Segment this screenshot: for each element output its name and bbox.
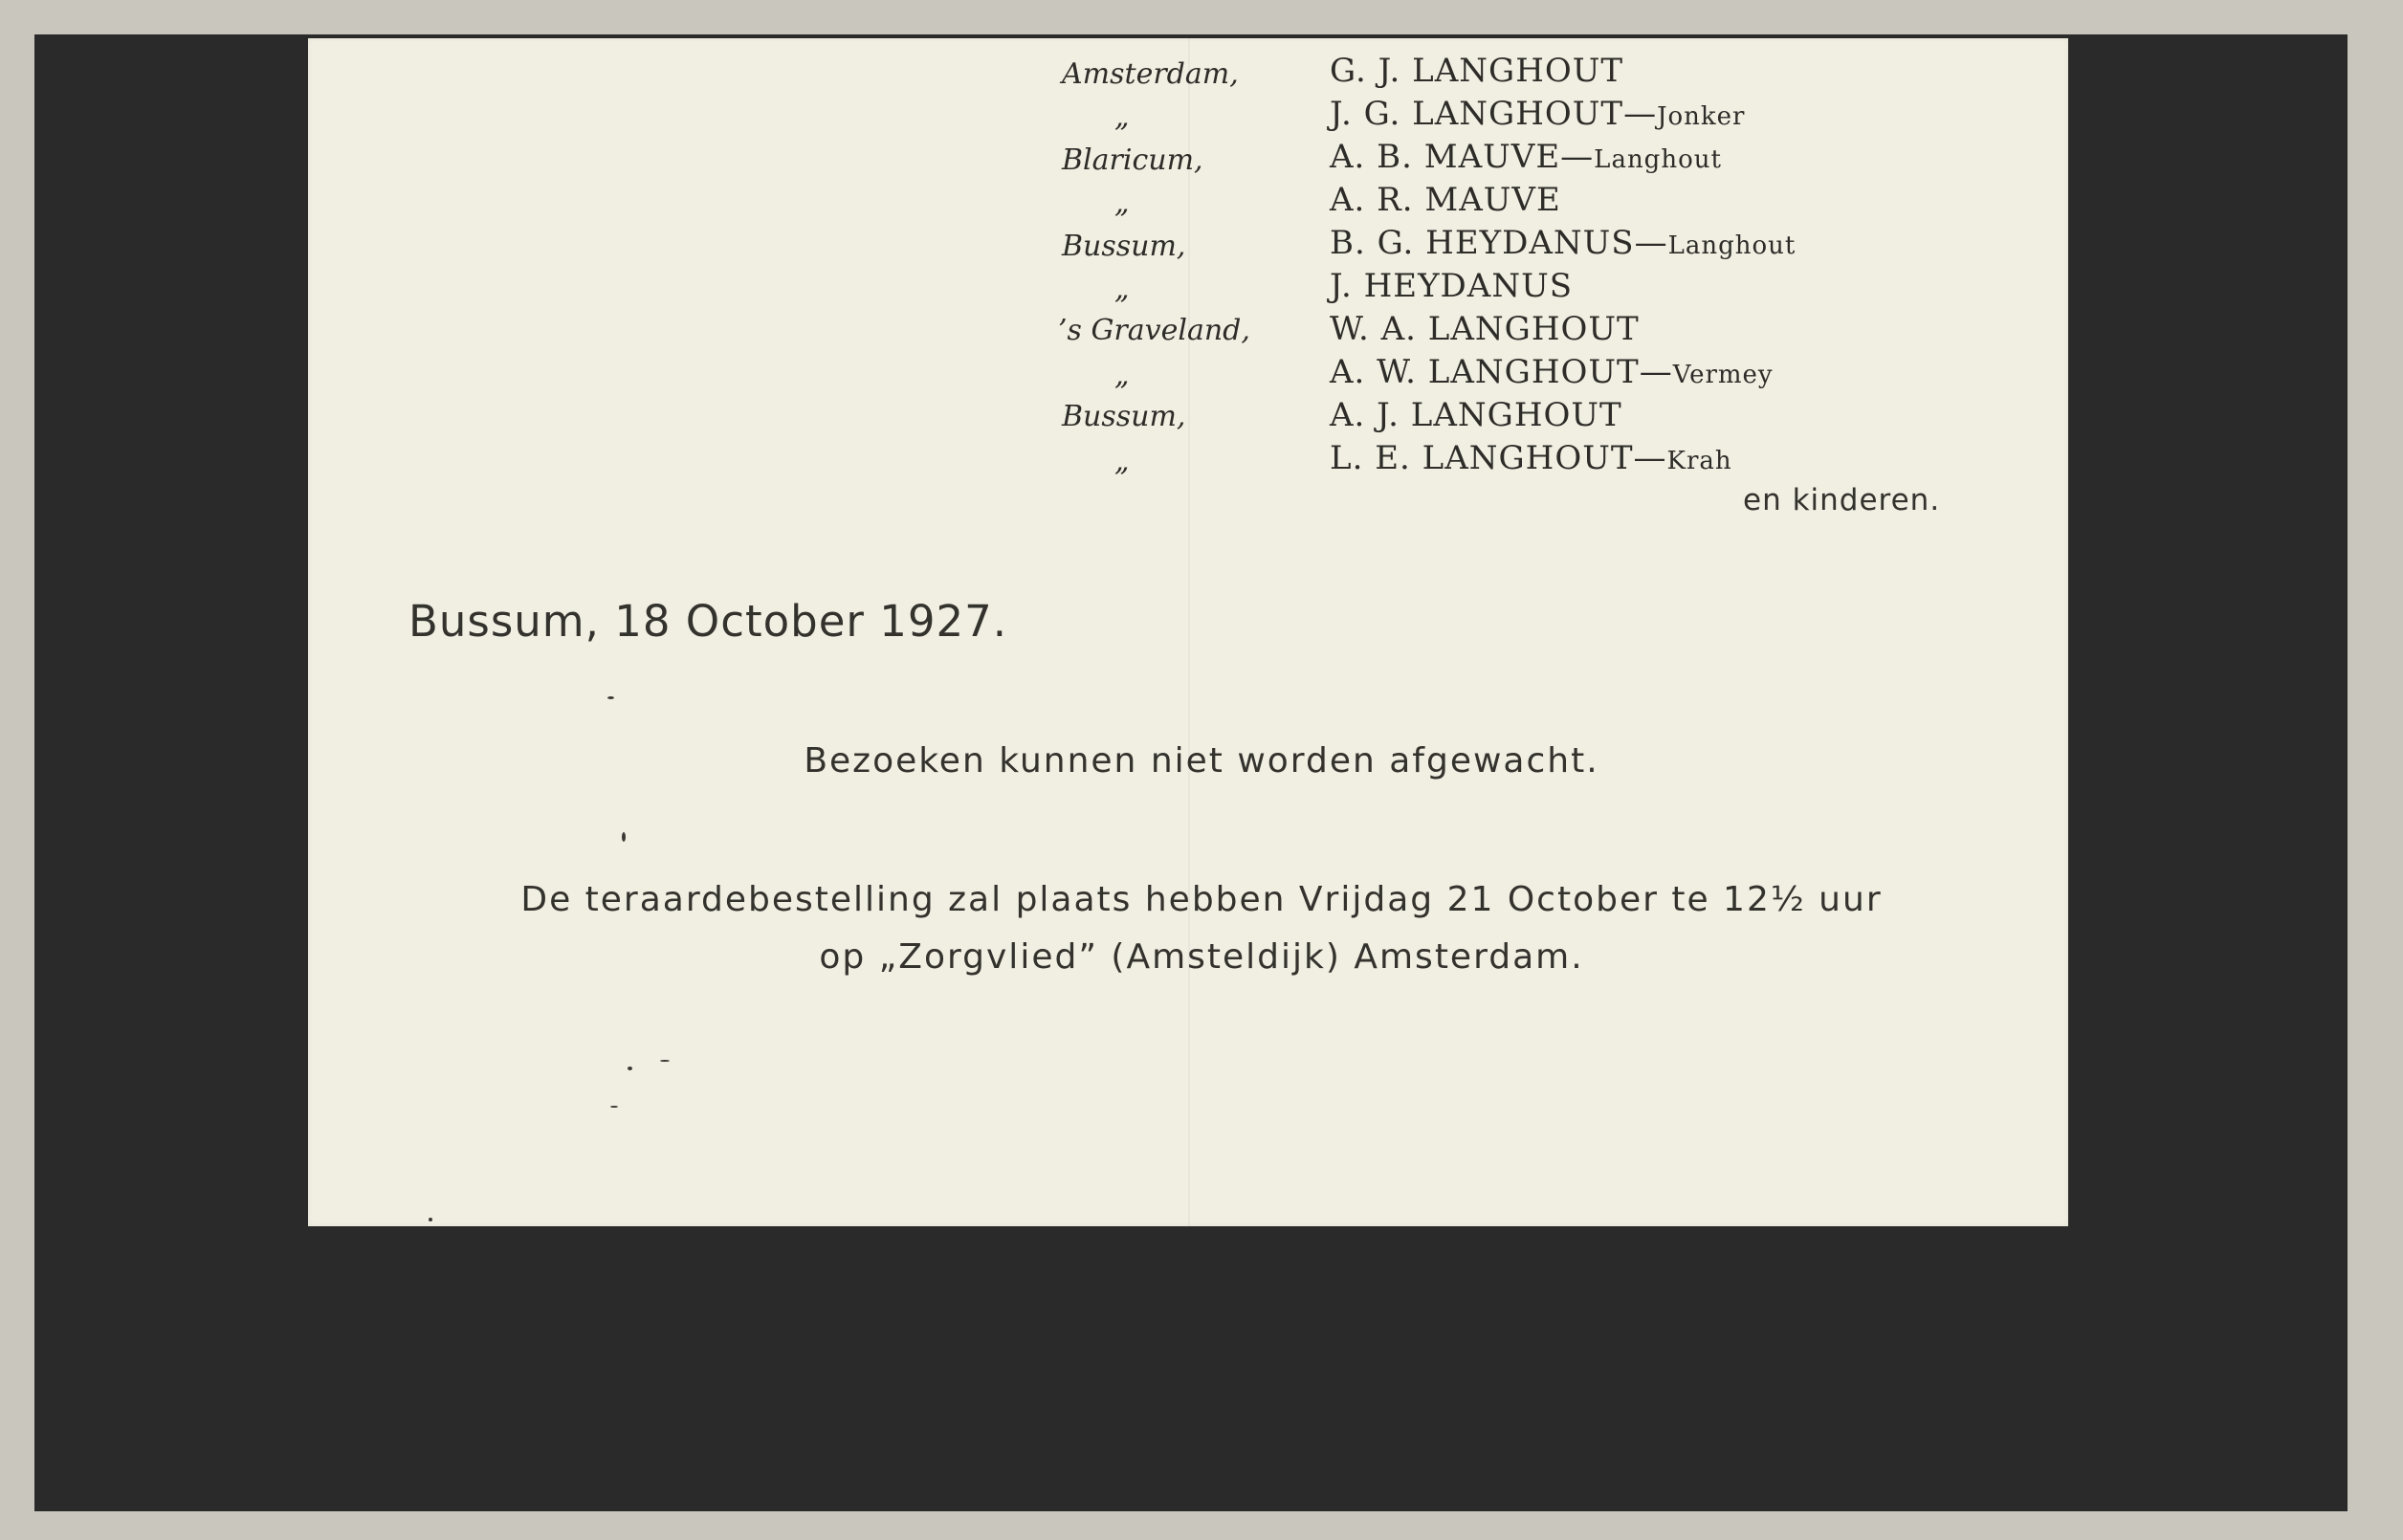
paper-speck bbox=[429, 1218, 432, 1221]
signatory-place-ditto: „ bbox=[1114, 100, 1130, 134]
card-fold-line bbox=[1188, 38, 1190, 1226]
visits-note: Bezoeken kunnen niet worden afgewacht. bbox=[804, 741, 1599, 781]
signatory-place: ’s Graveland, bbox=[1058, 314, 1250, 347]
paper-speck bbox=[622, 832, 626, 842]
signatory-place: Bussum, bbox=[1062, 400, 1186, 433]
signatory-name-text: W. A. LANGHOUT bbox=[1330, 310, 1640, 348]
signatory-name: L. E. LANGHOUT—Krah bbox=[1330, 439, 1732, 477]
signatory-name-text: A. R. MAUVE bbox=[1330, 181, 1561, 219]
paper-speck bbox=[660, 1060, 670, 1062]
signatory-name bbox=[1330, 394, 1622, 437]
signatory-place-ditto: „ bbox=[1114, 273, 1130, 306]
signatory-place: Bussum, bbox=[1062, 230, 1186, 263]
place-date: Bussum, 18 October 1927. bbox=[408, 596, 1008, 647]
children-note: en kinderen. bbox=[1743, 483, 1941, 517]
signatory-name bbox=[1330, 50, 1623, 93]
signatory-spouse: Jonker bbox=[1657, 102, 1746, 131]
signatory-name bbox=[1330, 308, 1640, 351]
signatory-name-text: A. B. MAUVE bbox=[1330, 138, 1561, 176]
signatory-place: Blaricum, bbox=[1062, 143, 1203, 177]
signatory-place: Amsterdam, bbox=[1062, 57, 1239, 91]
paper-speck bbox=[607, 696, 614, 699]
paper-speck bbox=[610, 1106, 618, 1108]
signatory-spouse: Krah bbox=[1666, 447, 1732, 475]
signatory-place-ditto: „ bbox=[1114, 445, 1130, 478]
signatory-name-text: L. E. LANGHOUT bbox=[1330, 439, 1634, 477]
signatory-name bbox=[1330, 179, 1561, 222]
signatory-name-text: A. J. LANGHOUT bbox=[1330, 396, 1622, 434]
signatory-name: A. B. MAUVE—Langhout bbox=[1330, 138, 1722, 176]
signatory-name: J. G. LANGHOUT—Jonker bbox=[1330, 95, 1746, 133]
signatory-name-text: J. G. LANGHOUT bbox=[1330, 95, 1624, 133]
signatory-spouse: Vermey bbox=[1672, 361, 1774, 389]
signatory-spouse: Langhout bbox=[1594, 145, 1722, 174]
signatory-name-text: A. W. LANGHOUT bbox=[1330, 353, 1640, 391]
signatory-spouse: Langhout bbox=[1667, 231, 1797, 260]
signatory-place-ditto: „ bbox=[1114, 187, 1130, 220]
signatory-name-text: G. J. LANGHOUT bbox=[1330, 52, 1624, 90]
signatory-name-text: B. G. HEYDANUS bbox=[1330, 224, 1635, 262]
signatory-name: A. W. LANGHOUT—Vermey bbox=[1330, 353, 1774, 391]
signatory-name-text: J. HEYDANUS bbox=[1330, 267, 1574, 305]
paper-speck bbox=[628, 1067, 632, 1070]
funeral-notice-line-2: op „Zorgvlied” (Amsteldijk) Amsterdam. bbox=[819, 937, 1584, 977]
signatory-name: B. G. HEYDANUS—Langhout bbox=[1330, 224, 1797, 262]
signatory-place-ditto: „ bbox=[1114, 359, 1130, 392]
signatory-name bbox=[1330, 265, 1573, 308]
funeral-notice-line-1: De teraardebestelling zal plaats hebben Vrijdag 21 October te 12½ uur bbox=[520, 880, 1883, 919]
